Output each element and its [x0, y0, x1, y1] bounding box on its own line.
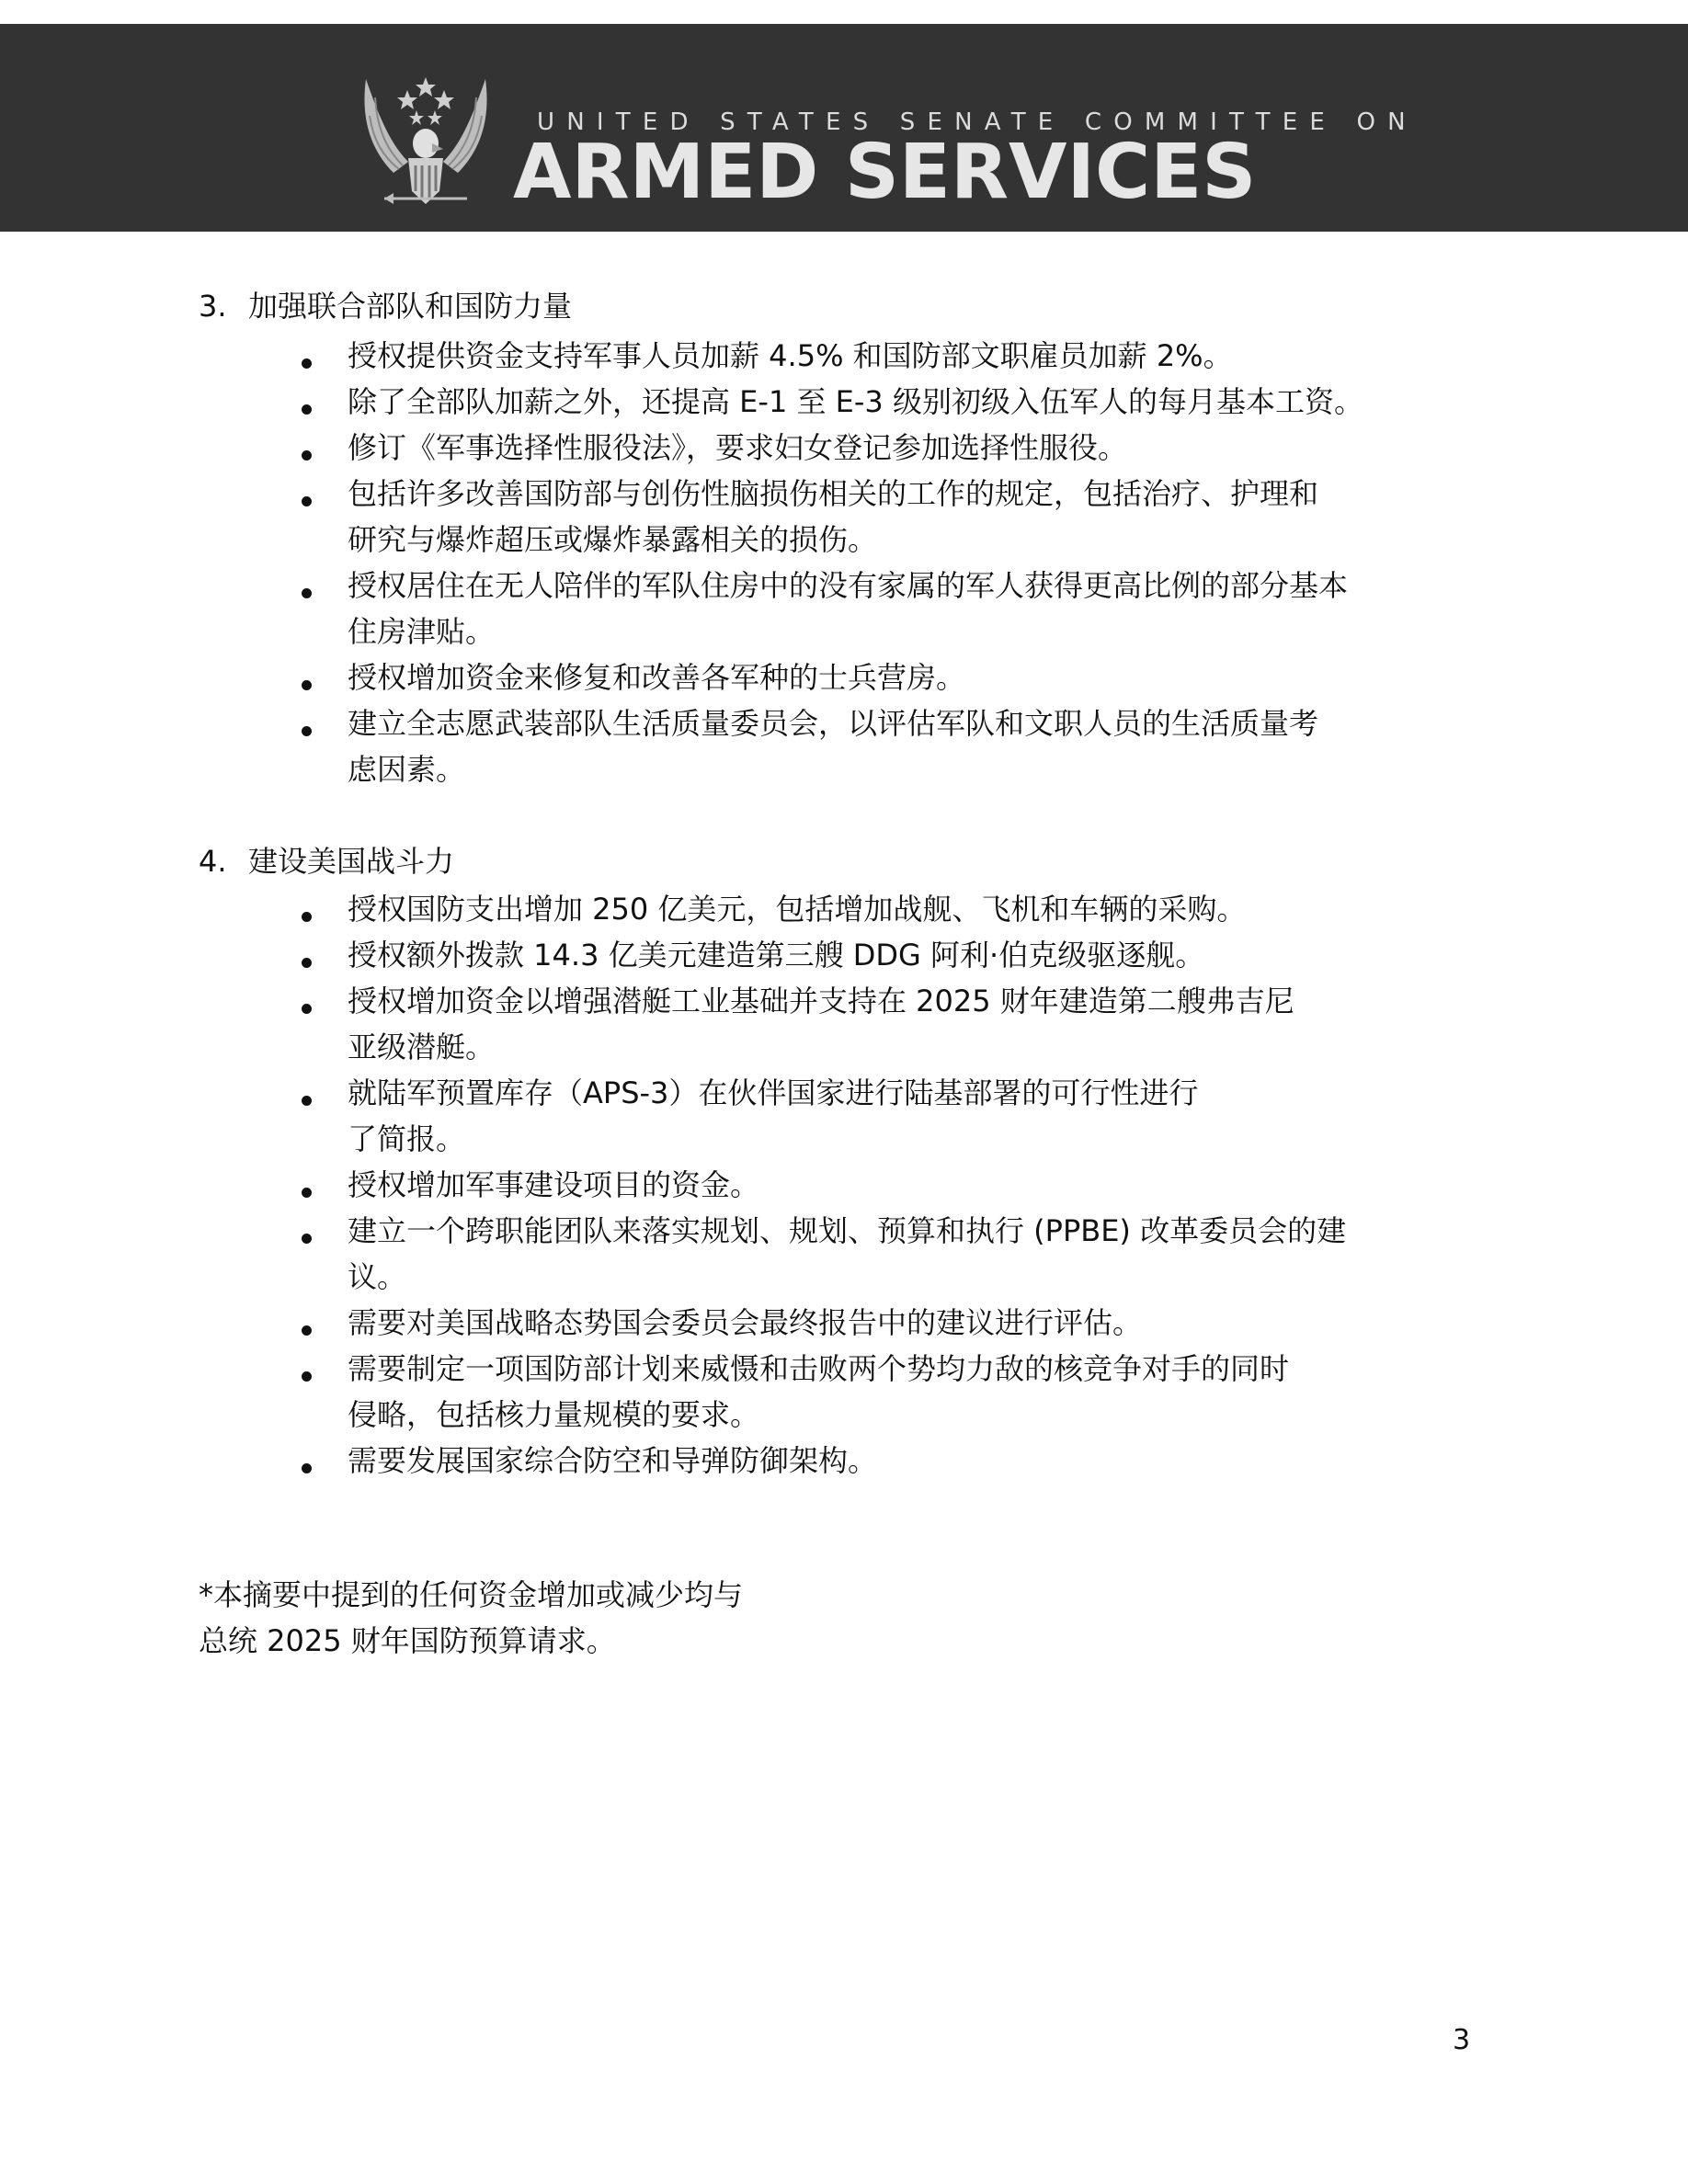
list-item-text: 虑因素。: [348, 752, 466, 787]
list-item-text: 研究与爆炸超压或爆炸暴露相关的损伤。: [348, 522, 878, 557]
footnote-line: 总统 2025 财年国防预算请求。: [199, 1623, 616, 1658]
eagle-seal-icon: [357, 70, 495, 217]
list-item: [348, 563, 1488, 654]
section-title: 加强联合部队和国防力量: [248, 289, 573, 324]
list-item: [348, 1070, 1488, 1162]
section-heading: [199, 283, 572, 329]
bullet-icon: [302, 450, 312, 461]
list-item: [348, 1346, 1488, 1438]
list-item-text: 授权增加资金来修复和改善各军种的士兵营房。: [348, 660, 966, 695]
bullet-icon: [302, 1188, 312, 1198]
list-item: [348, 1300, 1488, 1346]
list-item-text: 建立一个跨职能团队来落实规划、规划、预算和执行 (PPBE) 改革委员会的建: [348, 1213, 1347, 1248]
list-item-text: 需要制定一项国防部计划来威慑和击败两个势均力敌的核竞争对手的同时: [348, 1351, 1290, 1386]
bullet-icon: [302, 1325, 312, 1336]
list-item: [348, 379, 1488, 425]
bullet-icon: [302, 958, 312, 968]
list-item-text: 修订《军事选择性服役法》，要求妇女登记参加选择性服役。: [348, 430, 1128, 465]
section-title: 建设美国战斗力: [248, 844, 455, 879]
header-banner: [0, 24, 1688, 232]
list-item-text: 议。: [348, 1259, 407, 1294]
list-item-text: 授权提供资金支持军事人员加薪 4.5% 和国防部文职雇员加薪 2%。: [348, 338, 1233, 373]
list-item-text: 就陆军预置库存（APS-3）在伙伴国家进行陆基部署的可行性进行: [348, 1075, 1199, 1110]
list-item: [348, 1208, 1488, 1300]
list-item: [348, 932, 1488, 978]
list-item: [348, 654, 1488, 700]
list-item-text: 了简报。: [348, 1121, 466, 1156]
list-item: [348, 1438, 1488, 1484]
bullet-icon: [302, 1371, 312, 1382]
list-item-text: 住房津贴。: [348, 614, 496, 649]
list-item-text: 需要对美国战略态势国会委员会最终报告中的建议进行评估。: [348, 1305, 1143, 1340]
bullet-icon: [302, 1004, 312, 1014]
footnote-line: *本摘要中提到的任何资金增加或减少均与: [199, 1577, 744, 1612]
list-item-text: 需要发展国家综合防空和导弹防御架构。: [348, 1443, 878, 1478]
bullet-icon: [302, 588, 312, 598]
list-item: [348, 978, 1488, 1070]
bullet-icon: [302, 1234, 312, 1244]
section-number: 3.: [199, 289, 227, 324]
list-item: [348, 333, 1488, 379]
list-item-text: 授权居住在无人陪伴的军队住房中的没有家属的军人获得更高比例的部分基本: [348, 568, 1349, 603]
list-item-text: 侵略，包括核力量规模的要求。: [348, 1397, 760, 1432]
bullet-icon: [302, 680, 312, 690]
bullet-icon: [302, 912, 312, 922]
list-item: [348, 425, 1488, 471]
bullet-icon: [302, 496, 312, 506]
bullet-icon: [302, 1096, 312, 1106]
list-item-text: 除了全部队加薪之外，还提高 E-1 至 E-3 级别初级入伍军人的每月基本工资。: [348, 384, 1363, 419]
list-item-text: 建立全志愿武装部队生活质量委员会，以评估军队和文职人员的生活质量考: [348, 706, 1319, 741]
list-item: [348, 886, 1488, 932]
list-item-text: 授权增加资金以增强潜艇工业基础并支持在 2025 财年建造第二艘弗吉尼: [348, 984, 1295, 1018]
list-item-text: 授权国防支出增加 250 亿美元，包括增加战舰、飞机和车辆的采购。: [348, 892, 1247, 927]
list-item-text: 亚级潜艇。: [348, 1029, 496, 1064]
list-item: [348, 1162, 1488, 1208]
list-item: [348, 471, 1488, 563]
list-item: [348, 700, 1488, 792]
section-heading: [199, 838, 454, 884]
bullet-icon: [302, 1463, 312, 1473]
section-number: 4.: [199, 844, 227, 879]
list-item-text: 授权额外拨款 14.3 亿美元建造第三艘 DDG 阿利·伯克级驱逐舰。: [348, 938, 1205, 973]
bullet-icon: [302, 358, 312, 369]
list-item-text: 包括许多改善国防部与创伤性脑损伤相关的工作的规定，包括治疗、护理和: [348, 476, 1319, 511]
bullet-icon: [302, 726, 312, 736]
header-title: ARMED SERVICES: [513, 129, 1257, 216]
header-committee-line: UNITED STATES SENATE COMMITTEE ON: [537, 108, 1418, 136]
page-number: 3: [1453, 2024, 1471, 2056]
bullet-icon: [302, 404, 312, 415]
list-item-text: 授权增加军事建设项目的资金。: [348, 1167, 760, 1202]
